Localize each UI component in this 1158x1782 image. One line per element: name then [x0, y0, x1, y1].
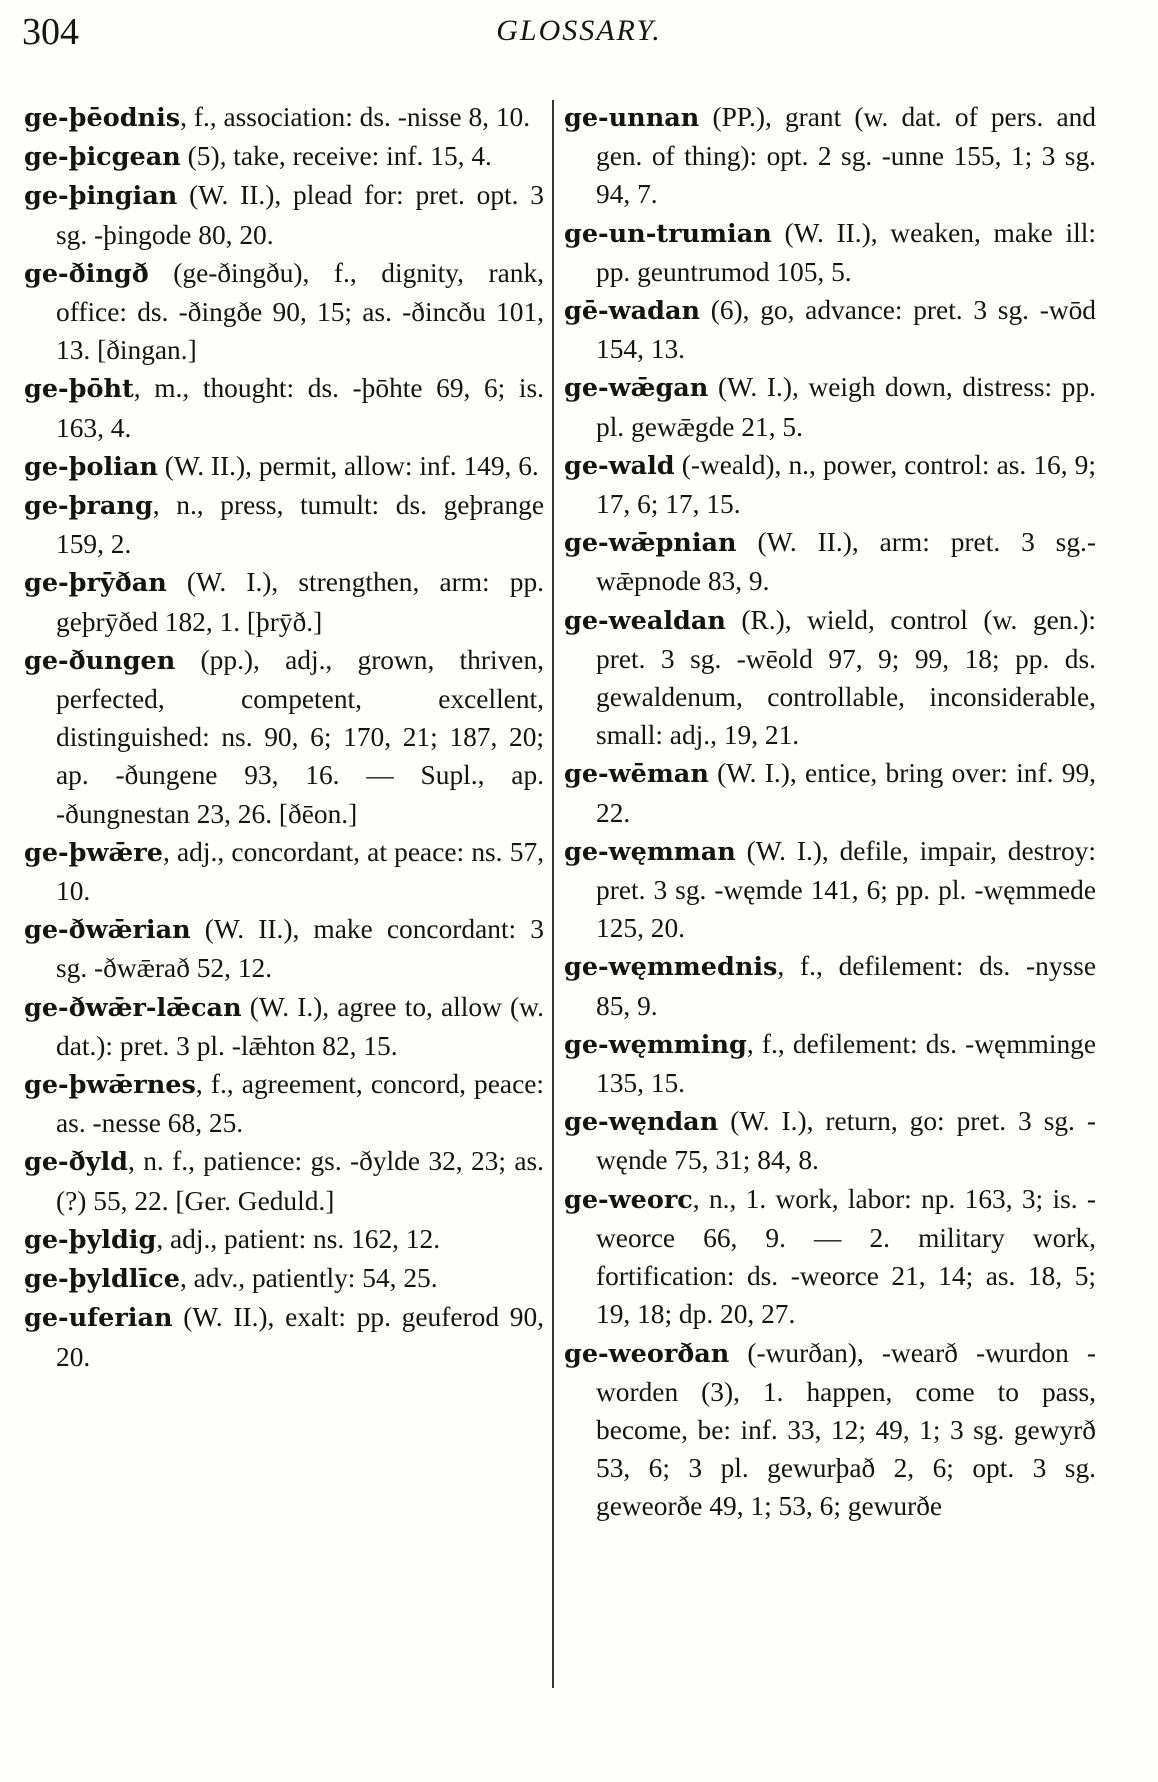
entry-definition: (W. II.), make concordant: 3 sg. -ðwǣrað 52, 12.: [56, 914, 544, 984]
running-title: GLOSSARY.: [496, 14, 662, 47]
entry-definition: (-weald), n., power, control: as. 16, 9; 17, 6; 17, 15.: [596, 449, 1096, 520]
right-column: [564, 98, 1096, 1526]
entry-definition: , f., defilement: ds. -węmminge 135, 15.: [596, 1028, 1096, 1099]
entry-definition: (R.), wield, control (w. gen.): pret. 3 sg. -wēold 97, 9; 99, 18; pp. ds. gewaldenum, controllable, inconsiderable, small: adj., 19, 21.: [596, 604, 1096, 751]
glossary-entry: [564, 98, 1096, 214]
entry-headword: ge-wǣpnian: [564, 528, 737, 559]
entry-definition: (W. I.), strengthen, arm: pp. geþrȳðed 182, 1. [þrȳð.]: [56, 567, 544, 637]
entry-headword: ge-þyldlīce: [24, 1264, 180, 1295]
entry-headword: ge-þwǣrnes: [24, 1070, 196, 1101]
glossary-entry: [24, 447, 544, 486]
entry-headword: ge-węndan: [564, 1107, 719, 1138]
entry-headword: ge-þōht: [24, 374, 134, 405]
entry-headword: ge-un-trumian: [564, 218, 772, 249]
glossary-entry: [564, 832, 1096, 948]
glossary-entry: [24, 137, 544, 176]
entry-definition: (6), go, advance: pret. 3 sg. -wōd 154, 13.: [596, 295, 1096, 365]
entry-definition: (W. II.), weaken, make ill: pp. geuntrumod 105, 5.: [596, 217, 1096, 287]
entry-definition: (ge-ðingðu), f., dignity, rank, office: ds. -ðingðe 90, 15; as. -ðincðu 101, 13. [ðingan.]: [56, 257, 544, 366]
entry-definition: (W. I.), entice, bring over: inf. 99, 22.: [596, 758, 1096, 828]
entry-headword: ge-wēman: [564, 759, 709, 790]
entry-definition: (W. I.), return, go: pret. 3 sg. -węnde 75, 31; 84, 8.: [596, 1106, 1096, 1176]
glossary-entry: [564, 1334, 1096, 1526]
glossary-entry: [564, 1102, 1096, 1179]
glossary-entry: [24, 563, 544, 640]
entry-definition: , n. f., patience: gs. -ðylde 32, 23; as. (?) 55, 22. [Ger. Geduld.]: [56, 1146, 544, 1216]
glossary-entry: [564, 754, 1096, 831]
entry-definition: , f., agreement, concord, peace: as. -nesse 68, 25.: [56, 1069, 544, 1139]
glossary-entry: [564, 601, 1096, 755]
entry-headword: ge-ðungen: [24, 645, 176, 676]
entry-definition: (-wurðan), -wearð -wurdon -worden (3), 1. happen, come to pass, become, be: inf. 33, 12; 49, 1; 3 sg. gewyrð 53, 6; 3 pl. gewurþað 2, 6; opt. 3 sg. geweorðe 49, 1; 53, 6; gewurðe: [596, 1337, 1096, 1522]
entry-headword: ge-unnan: [564, 103, 700, 133]
glossary-entry: [24, 486, 544, 563]
glossary-entry: [564, 1025, 1096, 1102]
entry-definition: (W. II.), arm: pret. 3 sg.-wǣpnode 83, 9.: [596, 527, 1096, 597]
entry-headword: ge-węmman: [564, 836, 736, 867]
page-number: 304: [22, 11, 79, 53]
left-column: [24, 98, 544, 1376]
entry-definition: (W. I.), agree to, allow (w. dat.): pret. 3 pl. -lǣhton 82, 15.: [56, 991, 544, 1061]
glossary-entry: [24, 1065, 544, 1142]
glossary-entry: [564, 947, 1096, 1024]
glossary-entry: [24, 1142, 544, 1219]
entry-definition: , adj., patient: ns. 162, 12.: [156, 1223, 441, 1254]
entry-headword: ge-ðwǣrian: [24, 915, 191, 946]
entry-definition: (pp.), adj., grown, thriven, perfected, competent, excellent, distinguished: ns. 90, 6; 170, 21; 187, 20; ap. -ðungene 93, 16. — Supl., ap. -ðungnestan 23, 26. [ðēon.]: [56, 644, 544, 829]
entry-definition: (W. II.), plead for: pret. opt. 3 sg. -þingode 80, 20.: [56, 180, 544, 250]
entry-headword: ge-þrang: [24, 491, 153, 522]
entry-definition: , n., 1. work, labor: np. 163, 3; is. -weorce 66, 9. — 2. military work, fortification: ds. -weorce 21, 14; as. 18, 5; 19, 18; dp. 20, 27.: [596, 1183, 1096, 1330]
entry-definition: (W. II.), permit, allow: inf. 149, 6.: [157, 450, 539, 481]
page-header: [22, 10, 1136, 70]
entry-headword: ge-þwǣre: [24, 837, 163, 868]
entry-headword: ge-þyldig: [24, 1224, 157, 1255]
entry-headword: ge-wǣgan: [564, 373, 709, 404]
entry-headword: ge-weorðan: [564, 1338, 730, 1369]
entry-definition: (PP.), grant (w. dat. of pers. and gen. of thing): opt. 2 sg. -unne 155, 1; 3 sg. 94, 7.: [596, 102, 1096, 210]
glossary-entry: [24, 641, 544, 833]
glossary-entry: [24, 369, 544, 446]
entry-headword: ge-ðingð: [24, 258, 149, 289]
entry-headword: gē-wadan: [564, 296, 701, 327]
glossary-entry: [564, 1180, 1096, 1334]
entry-headword: ge-þicgean: [24, 142, 181, 173]
glossary-entry: [564, 291, 1096, 368]
glossary-entry: [564, 446, 1096, 523]
entry-headword: ge-þolian: [24, 451, 158, 482]
glossary-entry: [564, 368, 1096, 445]
entry-headword: ge-węmming: [564, 1029, 747, 1060]
entry-headword: ge-ðwǣr-lǣcan: [24, 992, 242, 1023]
entry-definition: (W. II.), exalt: pp. geuferod 90, 20.: [56, 1302, 544, 1372]
entry-definition: , m., thought: ds. -þōhte 69, 6; is. 163, 4.: [56, 373, 544, 443]
entry-headword: ge-ðyld: [24, 1147, 128, 1178]
entry-headword: ge-wealdan: [564, 605, 726, 636]
entry-definition: , f., association: ds. -nisse 8, 10.: [180, 102, 531, 132]
glossary-entry: [24, 1220, 544, 1259]
entry-definition: , adv., patiently: 54, 25.: [179, 1263, 438, 1294]
glossary-entry: [564, 523, 1096, 600]
glossary-entry: [24, 1259, 544, 1298]
entry-headword: ge-wald: [564, 450, 675, 481]
glossary-entry: [24, 98, 544, 137]
entry-headword: ge-þrȳðan: [24, 568, 167, 599]
glossary-entry: [24, 1298, 544, 1375]
entry-headword: ge-węmmednis: [564, 952, 778, 983]
entry-definition: (W. I.), weigh down, distress: pp. pl. gewǣgde 21, 5.: [596, 372, 1096, 442]
entry-definition: (W. I.), defile, impair, destroy: pret. 3 sg. -węmde 141, 6; pp. pl. -węmmede 125, 20.: [596, 835, 1096, 944]
entry-headword: ge-þēodnis: [24, 103, 181, 133]
entry-definition: , f., defilement: ds. -nysse 85, 9.: [596, 951, 1096, 1021]
entry-definition: (5), take, receive: inf. 15, 4.: [180, 141, 492, 172]
glossary-entry: [24, 910, 544, 987]
glossary-entry: [24, 833, 544, 910]
glossary-entry: [24, 254, 544, 370]
column-divider: [552, 100, 554, 1688]
glossary-entry: [24, 176, 544, 253]
entry-definition: , adj., concordant, at peace: ns. 57, 10.: [56, 836, 544, 907]
entry-headword: ge-uferian: [24, 1303, 173, 1334]
glossary-entry: [564, 214, 1096, 291]
entry-definition: , n., press, tumult: ds. geþrange 159, 2.: [56, 490, 544, 560]
glossary-entry: [24, 988, 544, 1065]
entry-headword: ge-þingian: [24, 181, 178, 212]
entry-headword: ge-weorc: [564, 1184, 693, 1215]
